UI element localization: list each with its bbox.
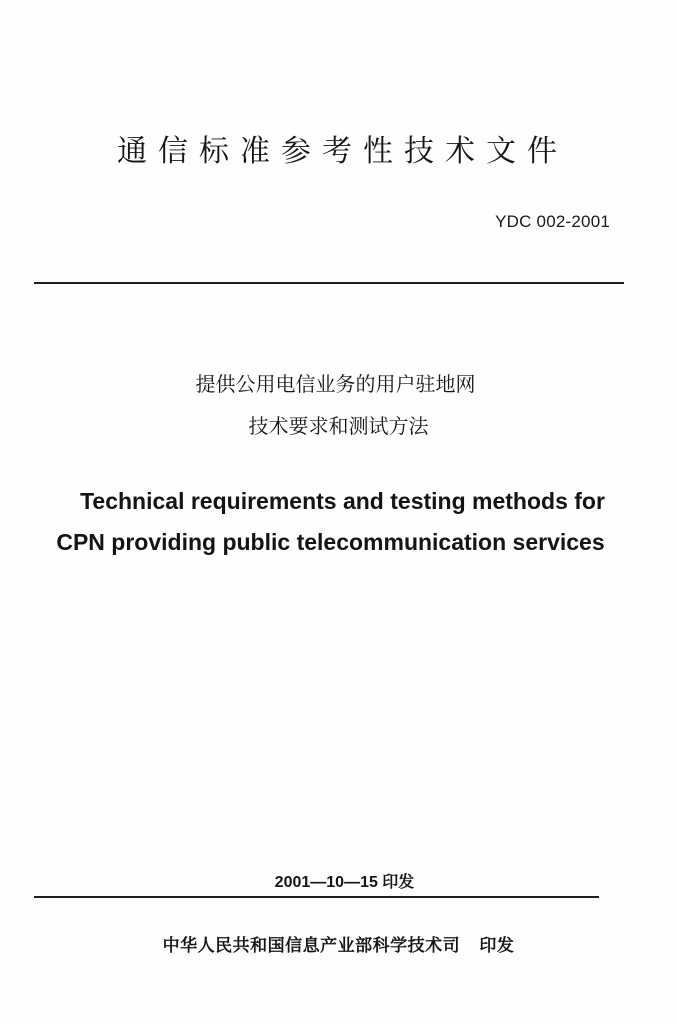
- document-number: YDC 002-2001: [495, 212, 610, 231]
- issuing-authority: 中华人民共和国信息产业部科学技术司 印发: [162, 936, 515, 956]
- english-title-line-1: Technical requirements and testing methods for: [80, 488, 605, 514]
- issue-date: 2001—10—15 印发: [274, 874, 415, 891]
- top-divider-line: [34, 282, 624, 284]
- chinese-title-line-2: 技术要求和测试方法: [248, 414, 429, 438]
- chinese-title-line-1: 提供公用电信业务的用户驻地网: [195, 372, 476, 396]
- series-title: 通信标准参考性技术文件: [117, 134, 568, 169]
- english-title-line-2: CPN providing public telecommunication services: [56, 529, 605, 555]
- bottom-divider-line: [34, 896, 599, 898]
